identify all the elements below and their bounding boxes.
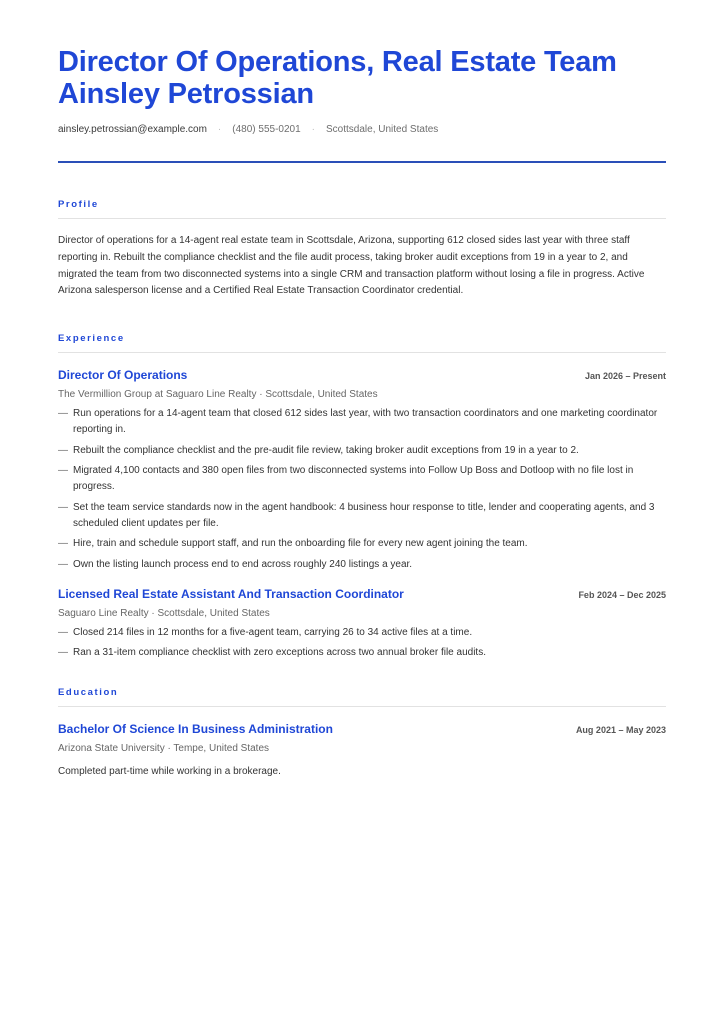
bullet-dash: — (58, 465, 68, 477)
bullet-text: Migrated 4,100 contacts and 380 open files from two disconnected systems into Follow Up Boss and Dotloop with no file lost in progress. (73, 465, 634, 493)
bullet-text: Ran a 31-item compliance checklist with zero exceptions across two annual broker file audits. (73, 647, 486, 659)
bullet-item (58, 557, 666, 573)
job-title: Licensed Real Estate Assistant And Transaction Coordinator (58, 586, 404, 601)
section-heading-experience: Experience (58, 333, 125, 345)
degree-title: Bachelor Of Science In Business Administration (58, 722, 333, 737)
section-divider (58, 706, 666, 707)
school-name: Arizona State University · Tempe, United States (58, 743, 270, 755)
bullet-item (58, 443, 666, 459)
bullet-item (58, 500, 666, 532)
job-company: Saguaro Line Realty · Scottsdale, United States (58, 607, 270, 619)
job-bullets (58, 406, 666, 573)
profile-summary: Director of operations for a 14-agent real estate team in Scottsdale, Arizona, supporting 612 closed sides last year with three staff reporting in. Rebuilt the compliance checklist and the file audit process, taking broker audit exceptions from 19 in a year to 2, and migrated the team from two disconnected systems into a single CRM and transaction platform without losing a file in progress. Active Arizona salesperson license and a Certified Real Estate Transaction Coordinator credential. (58, 235, 645, 297)
job-dates: Feb 2024 – Dec 2025 (578, 589, 666, 600)
job-entry (58, 368, 666, 573)
bullet-item (58, 625, 666, 641)
section-heading-education: Education (58, 687, 119, 699)
contact-line (58, 124, 666, 135)
contact-email: ainsley.petrossian@example.com (58, 124, 207, 135)
education-header (58, 722, 666, 736)
job-dates: Jan 2026 – Present (584, 371, 666, 382)
resume-title (58, 46, 666, 110)
education-entry (58, 722, 666, 777)
section-heading-profile: Profile (58, 199, 99, 210)
bullet-dash: — (58, 626, 68, 638)
section-divider (58, 352, 666, 353)
bullet-dash: — (58, 558, 68, 570)
bullet-item (58, 645, 666, 661)
job-title: Director Of Operations (58, 368, 188, 383)
bullet-item (58, 406, 666, 438)
education-note: Completed part-time while working in a brokerage. (58, 766, 281, 778)
job-header (58, 587, 666, 601)
bullet-text: Set the team service standards now in the agent handbook: 4 business hour response to title, lender and cooperating agents, and 3 scheduled client updates per file. (73, 501, 655, 529)
bullet-item (58, 536, 666, 552)
bullet-text: Hire, train and schedule support staff, and run the onboarding file for every new agent joining the team. (73, 538, 528, 550)
job-bullets (58, 625, 666, 662)
bullet-text: Own the listing launch process end to end across roughly 240 listings a year. (73, 558, 413, 570)
bullet-dash: — (58, 647, 68, 659)
bullet-dash: — (58, 538, 68, 550)
header-divider (58, 161, 666, 163)
job-entry (58, 587, 666, 662)
job-target-title: Director Of Operations, Real Estate Team (58, 46, 617, 78)
bullet-dash: — (58, 444, 68, 456)
education-dates: Aug 2021 – May 2023 (575, 725, 666, 736)
contact-separator: · (311, 124, 315, 135)
section-divider (58, 218, 666, 219)
job-company: The Vermillion Group at Saguaro Line Realty · Scottsdale, United States (58, 389, 378, 401)
contact-phone: (480) 555-0201 (232, 124, 301, 135)
contact-location: Scottsdale, United States (326, 124, 439, 135)
bullet-text: Run operations for a 14-agent team that closed 612 sides last year, with two transaction coordinators and one marketing coordinator reporting in. (73, 408, 658, 436)
bullet-item (58, 463, 666, 495)
bullet-dash: — (58, 408, 68, 420)
job-header (58, 368, 666, 382)
bullet-text: Rebuilt the compliance checklist and the pre-audit file review, taking broker audit exceptions from 19 in a year to 2. (73, 444, 579, 456)
experience-section (58, 333, 666, 661)
profile-section (58, 199, 666, 300)
bullet-text: Closed 214 files in 12 months for a five-agent team, carrying 26 to 34 active files at a time. (73, 626, 473, 638)
candidate-name: Ainsley Petrossian (58, 78, 314, 110)
contact-separator: · (217, 124, 222, 135)
bullet-dash: — (58, 501, 68, 513)
education-section (58, 687, 666, 777)
